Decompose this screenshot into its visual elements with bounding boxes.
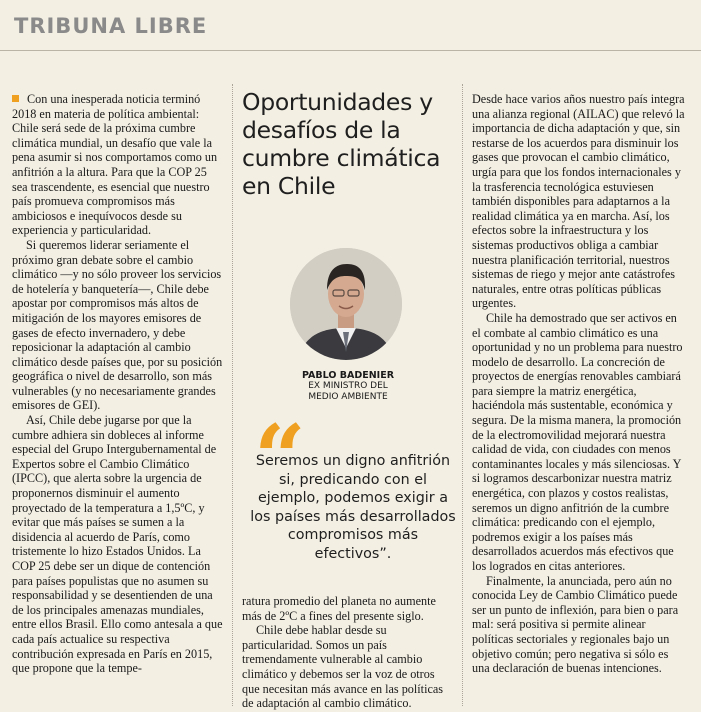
- paragraph: Si queremos liderar seriamente el próximo gran debate sobre el cambio climático —y no sólo proveer los servicios de hotelería y banquetería—, Chile debe apostar por compromisos más altos de mitigación de los mayores emisores de gases de efecto invernadero, y debe reposicionar la adaptación al cambio climático desde países que, por su posición geográfica o nivel de desarrollo, son más vulnerables (y no necesariamente grandes emisores de GEI).: [12, 237, 223, 413]
- article-column-3: [472, 92, 686, 676]
- column-divider: [462, 84, 463, 706]
- paragraph: Desde hace varios años nuestro país integra una alianza regional (AILAC) que relevó la importancia de dicha adaptación y que, sin restarse de los acuerdos para disminuir los gases que provocan el cambio climático, urgía para que los fondos internacionales y la trasferencia tecnológica estuviesen también disponibles para adaptarnos a la realidad climática ya en marcha. Así, los efectos sobre la infraestructura y los sistemas productivos obliga a cambiar nuestra planificación territorial, nuestros sistemas de riego y mejor ante catástrofes naturales, entre otras políticas públicas urgentes.: [472, 92, 685, 311]
- article-column-1: [12, 92, 224, 676]
- bullet-square-icon: [12, 95, 19, 102]
- portrait-icon: [290, 248, 402, 360]
- column-divider: [232, 84, 233, 706]
- author-role: EX MINISTRO DEL: [308, 381, 388, 391]
- author-role: MEDIO AMBIENTE: [308, 392, 388, 402]
- paragraph: ratura promedio del planeta no aumente más de 2ºC a fines del presente siglo.: [242, 594, 436, 623]
- author-portrait: [290, 248, 402, 360]
- paragraph: Chile debe hablar desde su particularidad. Somos un país tremendamente vulnerable al cambio climático y debemos ser la voz de otros que necesitan más avance en las políticas de adaptación al cambio climático.: [242, 623, 444, 711]
- quote-mark-icon: “: [254, 405, 306, 511]
- pull-quote: Seremos un digno anfitrión si, predicando con el ejemplo, podemos exigir a los países más desarrollados compromisos más efectivos”.: [250, 453, 456, 562]
- paragraph: Finalmente, la anunciada, pero aún no conocida Ley de Cambio Climático puede ser un punto de inflexión, para bien o para mal: será positiva si permite alinear políticas sectoriales y regionales bajo un objetivo común; pero negativa si sólo es una declaración de buenas intenciones.: [472, 573, 679, 676]
- section-title: TRIBUNA LIBRE: [14, 14, 208, 38]
- headline: Oportunidades y desafíos de la cumbre climática en Chile: [242, 88, 441, 200]
- paragraph: Así, Chile debe jugarse por que la cumbre adhiera sin dobleces al informe especial del Grupo Intergubernamental de Expertos sobre el Cambio Climático (IPCC), que alerta sobre la urgencia de proponernos disminuir el aumento proyectado de la temperatura a 1,5ºC, y evitar que más países se sumen a la disidencia al acuerdo de París, como tristemente lo hizo Estados Unidos. La COP 25 debe ser un dique de contención para países populistas que no asumen su responsabilidad y se desentienden de una de los principales amenazas mundiales, entre ellos Brasil. Ello como antesala a que cada país actualice su respectiva contribución expresada en París en 2015, que propone que la tempe-: [12, 413, 223, 676]
- paragraph: Chile ha demostrado que ser activos en el combate al cambio climático es una oportunidad y no un problema para nuestro modelo de desarrollo. La concreción de proyectos de energías renovables cambiará para siempre la matriz energética, haciéndola más sustentable, económica y segura. De la misma manera, la promoción de la electromovilidad mejorará nuestra calidad de vida, con ciudades con menos contaminantes locales y más silenciosas. Y si logramos descarbonizar nuestra matriz energética, con plazos y costos realistas, seremos un digno anfitrión de la cumbre climática: predicando con el ejemplo, podremos exigir a los países más desarrollados acuerdos más efectivos que los logrados en citas anteriores.: [472, 310, 683, 573]
- author-byline: [242, 370, 454, 403]
- header-rule: [0, 50, 701, 51]
- author-name: PABLO BADENIER: [301, 370, 395, 381]
- paragraph-text: Con una inesperada noticia terminó 2018 en materia de política ambiental: Chile será sede de la próxima cumbre climática mundial, un desafío que vale la pena asumir si nos comportamos como un anfitrión a la altura. Para que la COP 25 sea trascendente, es esencial que nuestro país promueva compromisos más ambiciosos e inequívocos desde su experiencia y particularidad.: [12, 92, 218, 238]
- paragraph: [12, 92, 224, 238]
- article-column-2: [242, 594, 454, 711]
